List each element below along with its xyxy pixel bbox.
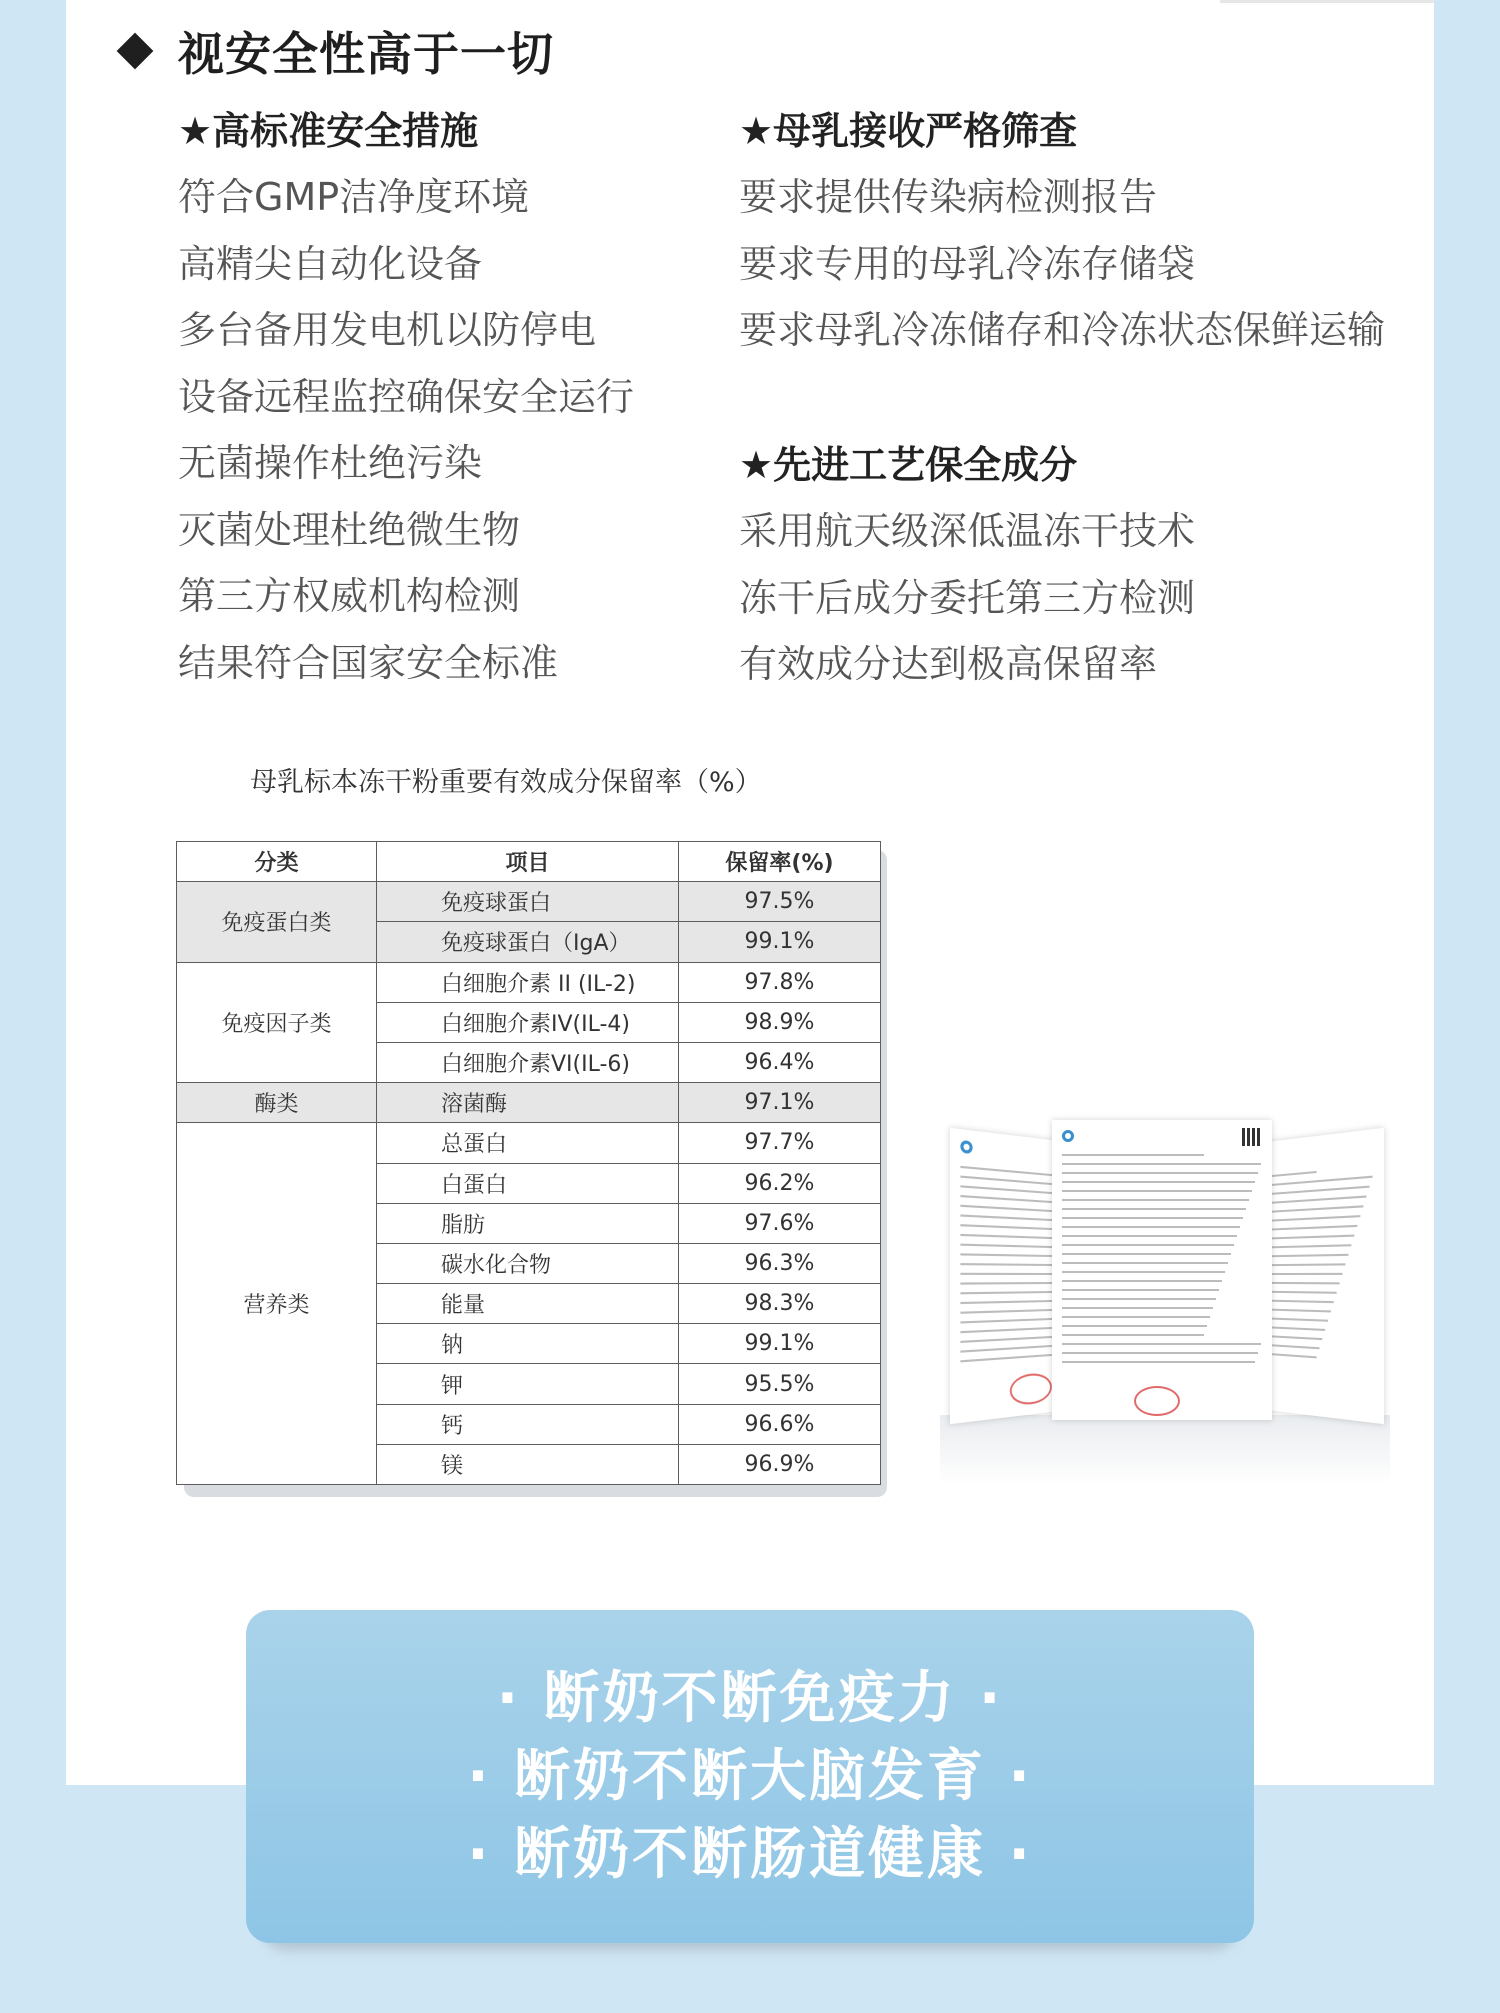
- rate-cell: 97.7%: [679, 1123, 881, 1163]
- rate-cell: 99.1%: [679, 922, 881, 962]
- list-item: 要求母乳冷冻储存和冷冻状态保鲜运输: [739, 308, 1386, 352]
- report-text-line: [1062, 1334, 1204, 1336]
- item-cell: 溶菌酶: [377, 1083, 679, 1123]
- report-stamp-icon: [1010, 1372, 1052, 1407]
- rate-cell: 97.1%: [679, 1083, 881, 1123]
- report-text-line: [1062, 1217, 1243, 1219]
- item-cell: 免疫球蛋白（IgA）: [377, 922, 679, 962]
- item-cell: 能量: [377, 1284, 679, 1324]
- report-logo-icon: [1062, 1130, 1074, 1142]
- report-text-line: [1062, 1154, 1204, 1156]
- list-item: 采用航天级深低温冻干技术: [739, 509, 1196, 553]
- list-item: 多台备用发电机以防停电: [178, 308, 597, 352]
- safety-measures-title: ★高标准安全措施: [178, 109, 479, 153]
- safety-measures-column: [178, 98, 634, 696]
- category-cell: 免疫蛋白类: [177, 882, 377, 962]
- report-text-line: [1062, 1190, 1252, 1192]
- table-row: [177, 1123, 881, 1163]
- rate-cell: 97.8%: [679, 962, 881, 1002]
- item-cell: 钾: [377, 1364, 679, 1404]
- section-heading-text: 视安全性高于一切: [178, 27, 554, 81]
- category-cell: 免疫因子类: [177, 962, 377, 1083]
- table-header: 分类: [177, 842, 377, 882]
- list-item: 高精尖自动化设备: [178, 241, 483, 286]
- report-text-line: [1062, 1307, 1213, 1309]
- rate-cell: 98.3%: [679, 1284, 881, 1324]
- report-text-line: [1062, 1181, 1255, 1183]
- process-column: [739, 432, 1195, 698]
- report-text-line: [1062, 1235, 1237, 1237]
- milk-screening-title: ★母乳接收严格筛查: [739, 109, 1078, 153]
- section-heading: [122, 16, 554, 86]
- report-logo-icon: [960, 1140, 972, 1154]
- slogan-line: · 断奶不断免疫力 ·: [496, 1665, 1004, 1731]
- table-header: 保留率(%): [679, 842, 881, 882]
- list-item: 结果符合国家安全标准: [178, 640, 559, 685]
- report-text-line: [1062, 1163, 1261, 1165]
- report-text-line: [1062, 1208, 1246, 1210]
- item-cell: 白细胞介素VI(IL-6): [377, 1042, 679, 1082]
- process-title: ★先进工艺保全成分: [739, 443, 1078, 487]
- rate-cell: 97.5%: [679, 882, 881, 922]
- item-cell: 钙: [377, 1404, 679, 1444]
- list-item: 冻干后成分委托第三方检测: [739, 575, 1196, 620]
- table-row: [177, 882, 881, 922]
- list-item: 灭菌处理杜绝微生物: [178, 507, 521, 552]
- report-text-line: [1062, 1343, 1261, 1345]
- list-item: 设备远程监控确保安全运行: [178, 374, 635, 419]
- table-title: 母乳标本冻干粉重要有效成分保留率（%）: [250, 767, 762, 798]
- item-cell: 白细胞介素 II (IL-2): [377, 962, 679, 1002]
- report-text-line: [1062, 1325, 1207, 1327]
- report-text-line: [1062, 1253, 1231, 1255]
- report-text-line: [1062, 1172, 1258, 1174]
- slogan-line: · 断奶不断肠道健康 ·: [467, 1821, 1033, 1887]
- rate-cell: 96.4%: [679, 1042, 881, 1082]
- rate-cell: 96.3%: [679, 1243, 881, 1283]
- report-text-line: [1062, 1262, 1228, 1264]
- report-text-line: [1062, 1361, 1255, 1363]
- item-cell: 镁: [377, 1444, 679, 1484]
- report-stamp-icon: [1134, 1386, 1180, 1416]
- item-cell: 总蛋白: [377, 1123, 679, 1163]
- test-report-images: [940, 1100, 1390, 1480]
- list-item: 有效成分达到极高保留率: [739, 642, 1158, 686]
- list-item: 要求专用的母乳冷冻存储袋: [739, 241, 1196, 286]
- table-header: 项目: [377, 842, 679, 882]
- table-row: [177, 1083, 881, 1123]
- rate-cell: 99.1%: [679, 1324, 881, 1364]
- item-cell: 白蛋白: [377, 1163, 679, 1203]
- list-item: 符合GMP洁净度环境: [178, 175, 530, 219]
- rate-cell: 96.6%: [679, 1404, 881, 1444]
- report-reflection: [940, 1415, 1390, 1485]
- category-cell: 酶类: [177, 1083, 377, 1123]
- report-text-line: [1062, 1199, 1249, 1201]
- top-divider: [1220, 0, 1434, 3]
- report-text-line: [1062, 1244, 1234, 1246]
- diamond-bullet-icon: [117, 33, 154, 70]
- rate-cell: 96.9%: [679, 1444, 881, 1484]
- report-text-line: [1062, 1316, 1210, 1318]
- item-cell: 免疫球蛋白: [377, 882, 679, 922]
- table-row: [177, 962, 881, 1002]
- list-item: 无菌操作杜绝污染: [178, 441, 483, 485]
- milk-screening-column: [739, 98, 1385, 364]
- item-cell: 钠: [377, 1324, 679, 1364]
- report-text-line: [1062, 1298, 1216, 1300]
- report-text-line: [1062, 1289, 1219, 1291]
- retention-table: [176, 841, 881, 1485]
- item-cell: 碳水化合物: [377, 1243, 679, 1283]
- report-text-line: [1062, 1226, 1240, 1228]
- slogan-line: · 断奶不断大脑发育 ·: [467, 1743, 1033, 1809]
- slogan-banner: [246, 1610, 1254, 1943]
- category-cell: 营养类: [177, 1123, 377, 1485]
- report-document-center: [1052, 1120, 1272, 1420]
- item-cell: 脂肪: [377, 1203, 679, 1243]
- report-text-line: [1062, 1352, 1258, 1354]
- report-text-line: [1062, 1280, 1222, 1282]
- rate-cell: 95.5%: [679, 1364, 881, 1404]
- report-qr-icon: [1242, 1128, 1260, 1146]
- report-text-line: [1062, 1271, 1225, 1273]
- rate-cell: 96.2%: [679, 1163, 881, 1203]
- rate-cell: 97.6%: [679, 1203, 881, 1243]
- item-cell: 白细胞介素IV(IL-4): [377, 1002, 679, 1042]
- rate-cell: 98.9%: [679, 1002, 881, 1042]
- list-item: 要求提供传染病检测报告: [739, 175, 1158, 219]
- list-item: 第三方权威机构检测: [178, 574, 521, 618]
